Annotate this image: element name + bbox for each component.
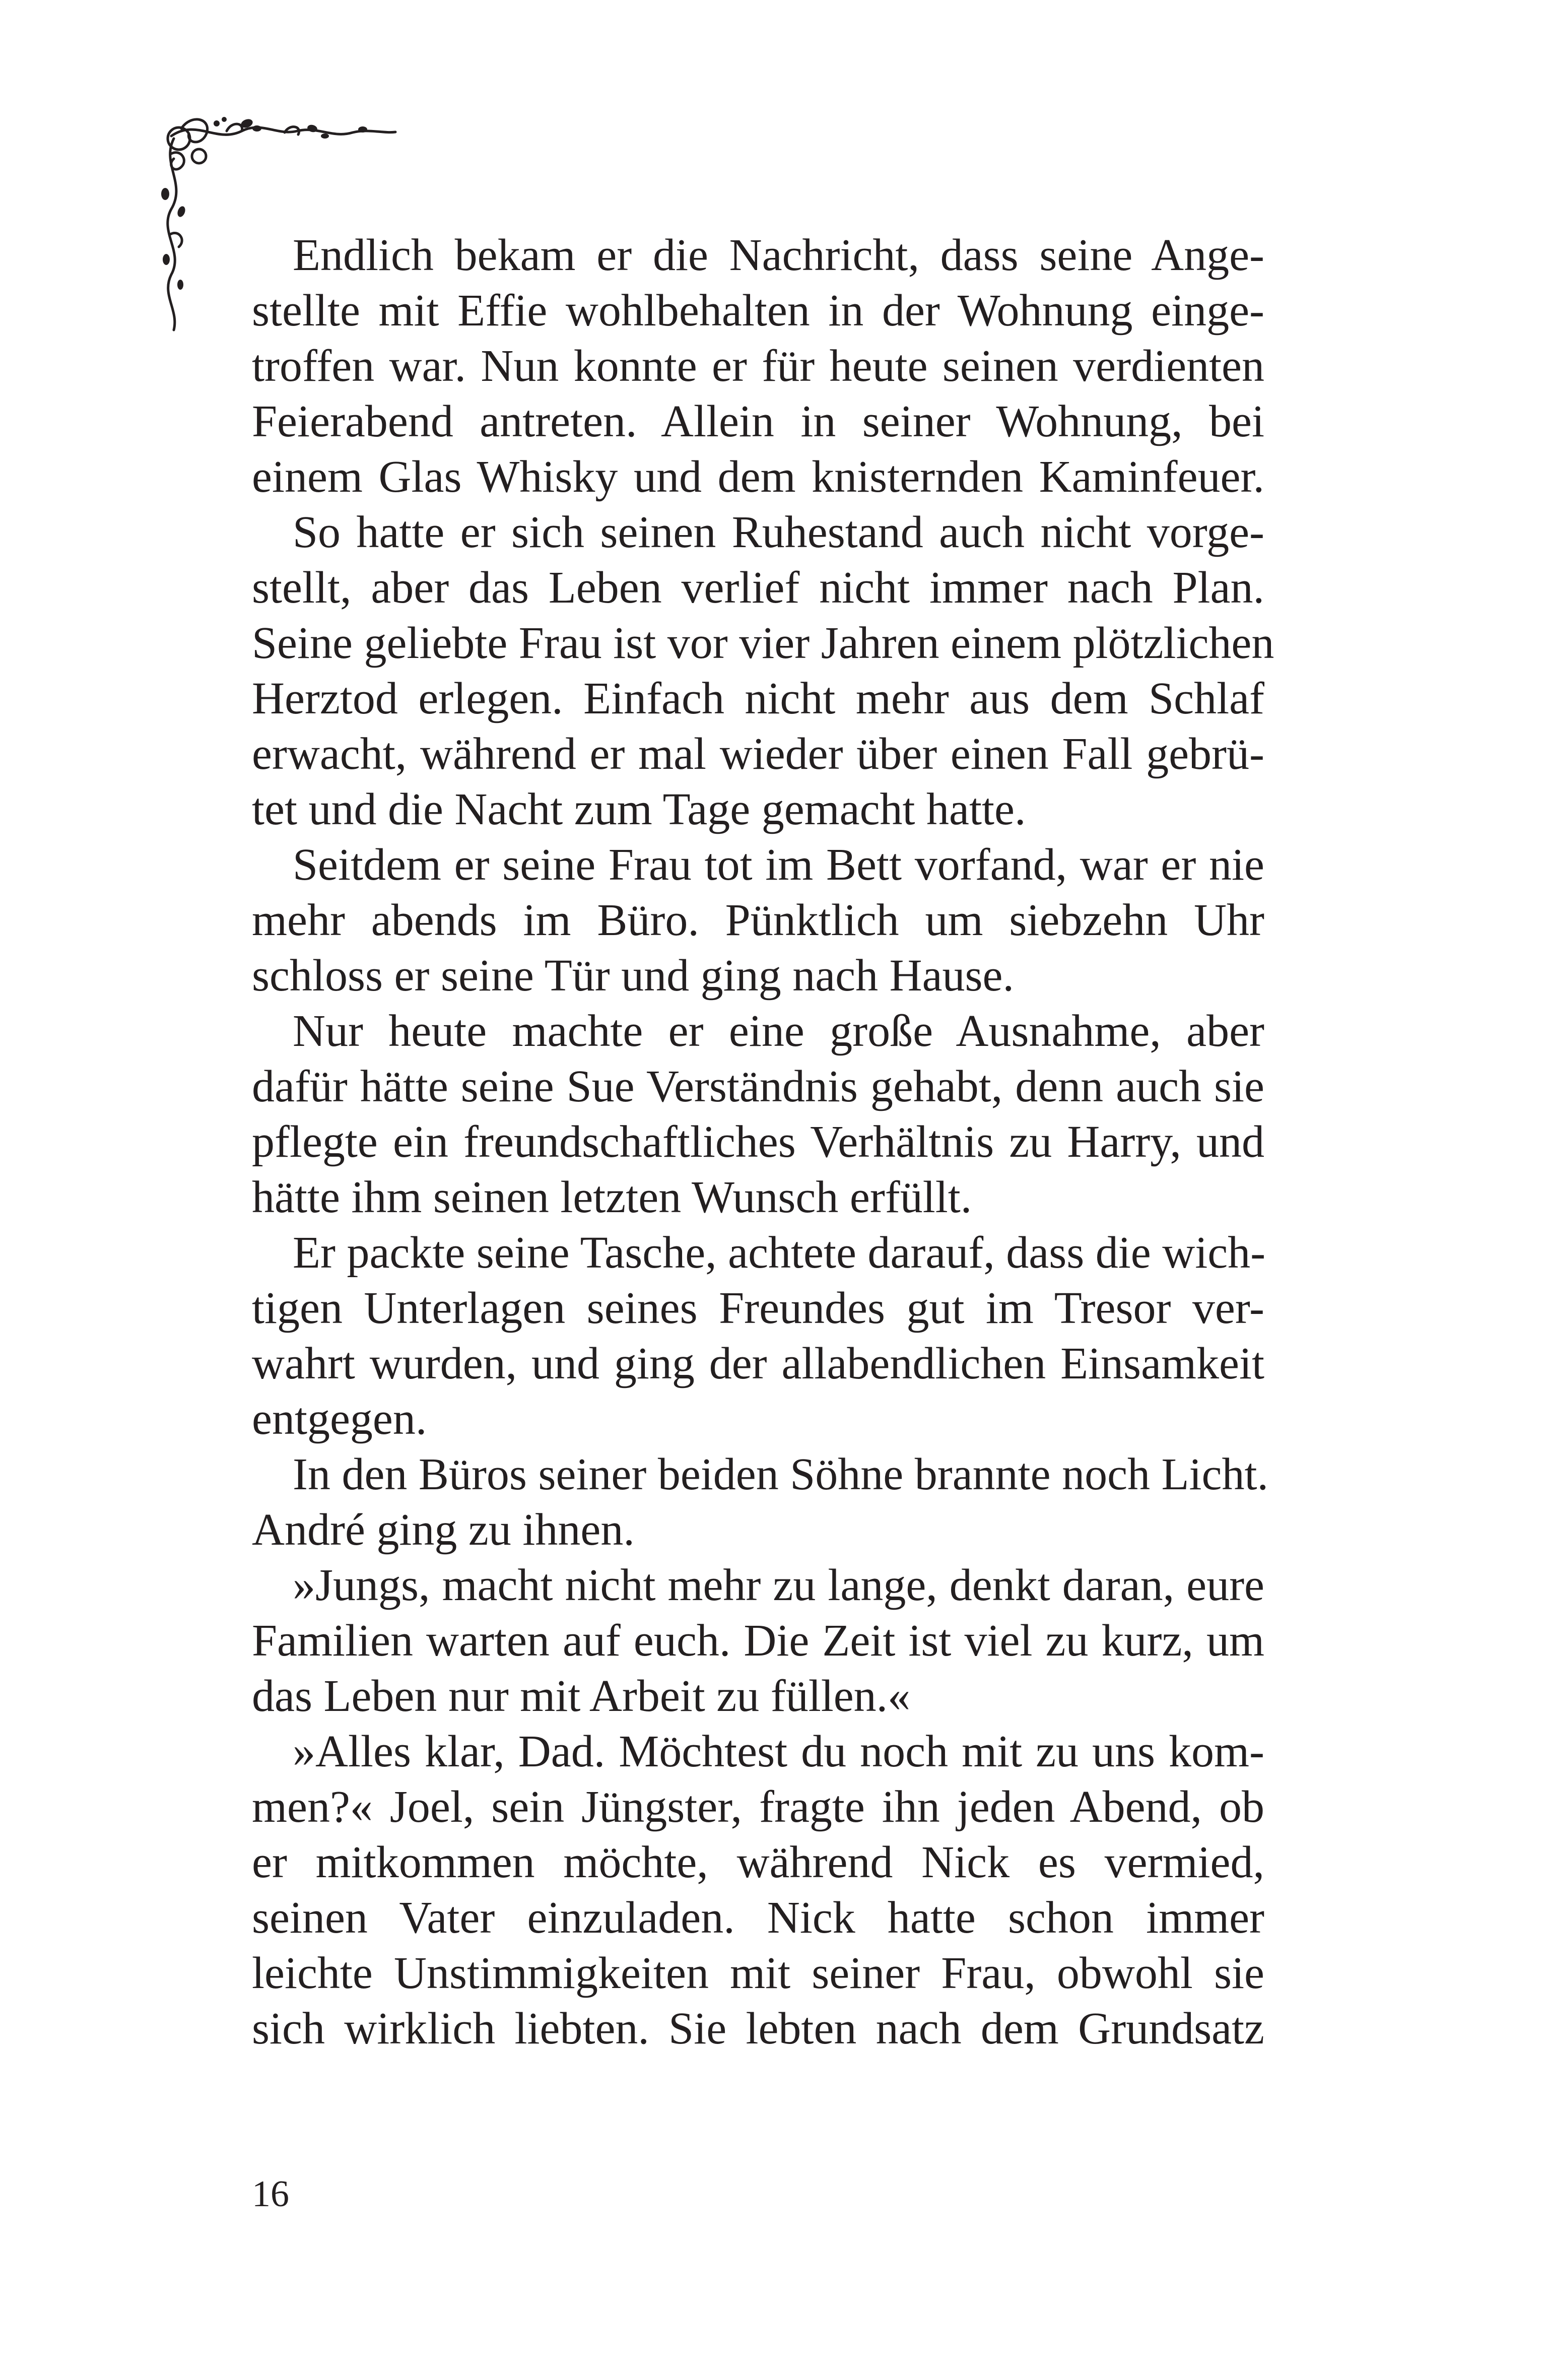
text-line: Feierabend antreten. Allein in seiner Wohnung, bei <box>252 396 1264 446</box>
text-line: Nur heute machte er eine große Ausnahme, aber <box>293 1006 1264 1056</box>
text-line: Herztod erlegen. Einfach nicht mehr aus dem Schlaf <box>252 674 1264 723</box>
text-line: »Alles klar, Dad. Möchtest du noch mit zu uns kom- <box>293 1727 1264 1776</box>
text-line: sich wirklich liebten. Sie lebten nach dem Grundsatz <box>252 2004 1264 2054</box>
page-number: 16 <box>252 2173 289 2215</box>
text-line: Familien warten auf euch. Die Zeit ist viel zu kurz, um <box>252 1616 1264 1666</box>
text-line: tigen Unterlagen seines Freundes gut im Tresor ver- <box>252 1283 1264 1333</box>
text-line: dafür hätte seine Sue Verständnis gehabt, denn auch sie <box>252 1062 1264 1111</box>
body-text <box>252 228 1274 2057</box>
text-line: pflegte ein freundschaftliches Verhältnis zu Harry, und <box>252 1117 1264 1167</box>
paragraph <box>252 1447 1268 1558</box>
text-line: mehr abends im Büro. Pünktlich um siebzehn Uhr <box>252 895 1264 945</box>
text-line: schloss er seine Tür und ging nach Hause. <box>252 951 1014 1001</box>
paragraph <box>252 505 1274 837</box>
text-line: »Jungs, macht nicht mehr zu lange, denkt daran, eure <box>293 1560 1264 1610</box>
text-line: Seine geliebte Frau ist vor vier Jahren einem plötzlichen <box>252 618 1274 668</box>
text-line: das Leben nur mit Arbeit zu füllen.« <box>252 1671 911 1721</box>
text-line: seinen Vater einzuladen. Nick hatte schon immer <box>252 1893 1264 1943</box>
paragraph <box>252 837 1264 1004</box>
text-line: entgegen. <box>252 1394 427 1444</box>
text-line: stellt, aber das Leben verlief nicht immer nach Plan. <box>252 563 1264 613</box>
text-line: Endlich bekam er die Nachricht, dass seine Ange- <box>293 230 1264 280</box>
text-line: So hatte er sich seinen Ruhestand auch nicht vorge- <box>293 507 1264 557</box>
text-line: leichte Unstimmigkeiten mit seiner Frau, obwohl sie <box>252 1948 1264 1998</box>
text-line: einem Glas Whisky und dem knisternden Kaminfeuer. <box>252 452 1264 502</box>
text-line: wahrt wurden, und ging der allabendlichen Einsamkeit <box>252 1339 1264 1389</box>
text-line: erwacht, während er mal wieder über einen Fall gebrü- <box>252 729 1264 779</box>
text-line: er mitkommen möchte, während Nick es vermied, <box>252 1837 1264 1887</box>
text-line: In den Büros seiner beiden Söhne brannte noch Licht. <box>293 1449 1268 1499</box>
text-line: tet und die Nacht zum Tage gemacht hatte. <box>252 784 1026 834</box>
paragraph <box>252 228 1264 505</box>
paragraph <box>252 1724 1264 2057</box>
text-line: André ging zu ihnen. <box>252 1505 635 1555</box>
paragraph <box>252 1004 1264 1225</box>
paragraph <box>252 1558 1264 1724</box>
paragraph <box>252 1225 1264 1447</box>
text-line: men?« Joel, sein Jüngster, fragte ihn jeden Abend, ob <box>252 1782 1264 1832</box>
text-line: Seitdem er seine Frau tot im Bett vorfand, war er nie <box>293 840 1264 890</box>
text-line: troffen war. Nun konnte er für heute seinen verdienten <box>252 341 1264 391</box>
text-line: Er packte seine Tasche, achtete darauf, dass die wich- <box>293 1228 1266 1278</box>
text-line: stellte mit Effie wohlbehalten in der Wohnung einge- <box>252 286 1264 336</box>
text-line: hätte ihm seinen letzten Wunsch erfüllt. <box>252 1172 972 1222</box>
